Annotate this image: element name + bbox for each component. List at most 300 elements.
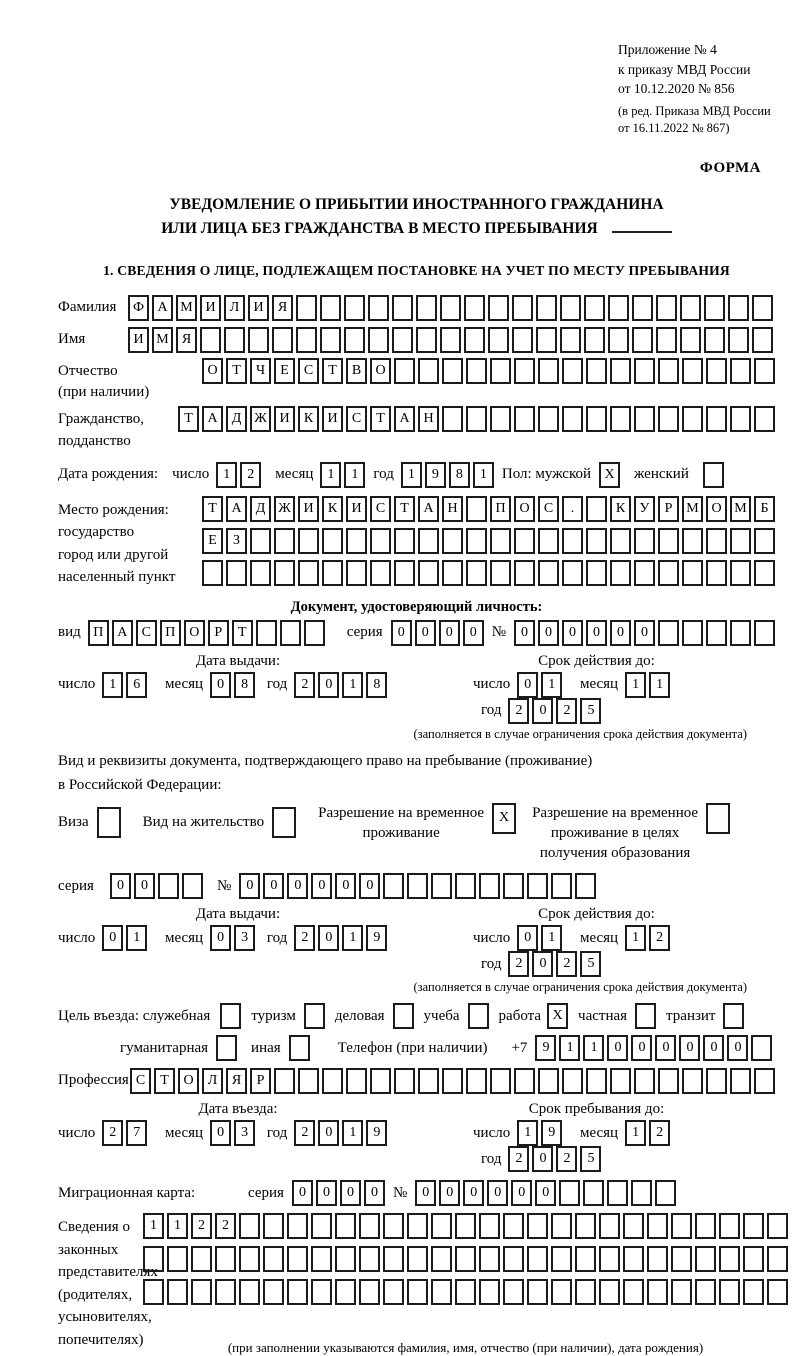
char-cell[interactable]: 0 [318,672,339,698]
char-cell[interactable] [586,560,607,586]
char-cell[interactable] [368,327,389,353]
char-cell[interactable] [743,1246,764,1272]
char-cell[interactable]: 0 [287,873,308,899]
char-cell[interactable] [488,295,509,321]
char-cell[interactable]: И [274,406,295,432]
char-cell[interactable] [706,528,727,554]
char-cell[interactable] [551,1246,572,1272]
char-cell[interactable] [562,560,583,586]
char-cell[interactable]: 1 [342,925,363,951]
char-cell[interactable] [490,560,511,586]
char-cell[interactable] [575,1279,596,1305]
char-cell[interactable] [256,620,277,646]
char-cell[interactable]: 0 [727,1035,748,1061]
char-cell[interactable]: 0 [607,1035,628,1061]
char-cell[interactable]: 9 [535,1035,556,1061]
char-cell[interactable] [704,295,725,321]
char-cell[interactable]: 2 [649,925,670,951]
char-cell[interactable] [274,528,295,554]
char-cell[interactable] [658,1068,679,1094]
char-cell[interactable] [250,528,271,554]
char-cell[interactable]: 9 [425,462,446,488]
char-cell[interactable] [754,528,775,554]
char-cell[interactable]: 0 [439,620,460,646]
char-cell[interactable]: Т [370,406,391,432]
char-cell[interactable]: О [184,620,205,646]
char-cell[interactable] [490,358,511,384]
char-cell[interactable] [647,1246,668,1272]
char-cell[interactable]: 0 [517,925,538,951]
char-cell[interactable]: 0 [538,620,559,646]
char-cell[interactable]: 2 [191,1213,212,1239]
char-cell[interactable]: 0 [532,951,553,977]
char-cell[interactable]: 3 [234,925,255,951]
char-cell[interactable] [280,620,301,646]
char-cell[interactable] [512,295,533,321]
char-cell[interactable] [704,327,725,353]
char-cell[interactable] [658,406,679,432]
char-cell[interactable]: 0 [210,925,231,951]
char-cell[interactable] [383,1213,404,1239]
char-cell[interactable]: И [128,327,149,353]
char-cell[interactable]: Р [250,1068,271,1094]
char-cell[interactable]: Р [208,620,229,646]
char-cell[interactable] [418,1068,439,1094]
char-cell[interactable]: В [346,358,367,384]
char-cell[interactable]: 0 [134,873,155,899]
char-cell[interactable] [466,358,487,384]
char-cell[interactable] [263,1213,284,1239]
char-cell[interactable]: А [112,620,133,646]
char-cell[interactable] [320,327,341,353]
char-cell[interactable] [407,1213,428,1239]
char-cell[interactable]: 0 [210,1120,231,1146]
char-cell[interactable] [143,1279,164,1305]
char-cell[interactable] [394,560,415,586]
char-cell[interactable] [287,1213,308,1239]
char-cell[interactable]: А [394,406,415,432]
char-cell[interactable]: О [178,1068,199,1094]
char-cell[interactable] [719,1213,740,1239]
char-cell[interactable]: 0 [463,1180,484,1206]
char-cell[interactable]: З [226,528,247,554]
char-cell[interactable] [298,560,319,586]
char-cell[interactable] [440,327,461,353]
char-cell[interactable]: 7 [126,1120,147,1146]
char-cell[interactable] [490,528,511,554]
char-cell[interactable]: Т [226,358,247,384]
char-cell[interactable] [202,560,223,586]
char-cell[interactable] [394,1068,415,1094]
char-cell[interactable]: 1 [143,1213,164,1239]
char-cell[interactable] [655,1180,676,1206]
char-cell[interactable] [608,327,629,353]
char-cell[interactable] [250,560,271,586]
char-cell[interactable]: 1 [102,672,123,698]
char-cell[interactable] [298,1068,319,1094]
char-cell[interactable]: Ч [250,358,271,384]
char-cell[interactable]: Ф [128,295,149,321]
char-cell[interactable] [407,873,428,899]
char-cell[interactable] [239,1213,260,1239]
char-cell[interactable] [488,327,509,353]
char-cell[interactable] [599,1279,620,1305]
char-cell[interactable] [182,873,203,899]
char-cell[interactable]: 2 [294,1120,315,1146]
char-cell[interactable]: К [610,496,631,522]
char-cell[interactable] [263,1279,284,1305]
char-cell[interactable] [575,1246,596,1272]
char-cell[interactable]: 8 [234,672,255,698]
char-cell[interactable] [767,1279,788,1305]
char-cell[interactable]: 0 [586,620,607,646]
char-cell[interactable]: А [152,295,173,321]
char-cell[interactable] [560,327,581,353]
char-cell[interactable]: 1 [167,1213,188,1239]
char-cell[interactable]: М [176,295,197,321]
char-cell[interactable]: 5 [580,1146,601,1172]
char-cell[interactable] [647,1213,668,1239]
purpose-work-checkbox[interactable]: X [547,1003,568,1029]
char-cell[interactable] [226,560,247,586]
char-cell[interactable] [584,295,605,321]
char-cell[interactable] [370,1068,391,1094]
char-cell[interactable] [346,528,367,554]
char-cell[interactable] [431,1246,452,1272]
char-cell[interactable]: 0 [703,1035,724,1061]
char-cell[interactable] [610,1068,631,1094]
char-cell[interactable] [514,1068,535,1094]
char-cell[interactable]: 8 [366,672,387,698]
char-cell[interactable]: 0 [634,620,655,646]
char-cell[interactable] [610,560,631,586]
char-cell[interactable] [359,1246,380,1272]
char-cell[interactable] [239,1279,260,1305]
char-cell[interactable] [311,1279,332,1305]
char-cell[interactable] [706,620,727,646]
char-cell[interactable]: 2 [102,1120,123,1146]
char-cell[interactable]: Н [442,496,463,522]
char-cell[interactable] [706,358,727,384]
purpose-official-checkbox[interactable] [220,1003,241,1029]
char-cell[interactable] [752,327,773,353]
char-cell[interactable] [671,1213,692,1239]
char-cell[interactable]: 1 [344,462,365,488]
rvp-checkbox[interactable]: X [492,803,516,834]
char-cell[interactable] [632,327,653,353]
char-cell[interactable] [634,1068,655,1094]
char-cell[interactable]: 1 [342,672,363,698]
char-cell[interactable] [751,1035,772,1061]
char-cell[interactable]: 0 [532,1146,553,1172]
char-cell[interactable] [383,1279,404,1305]
char-cell[interactable] [418,528,439,554]
char-cell[interactable] [442,560,463,586]
char-cell[interactable]: Т [322,358,343,384]
char-cell[interactable]: К [322,496,343,522]
char-cell[interactable]: 1 [625,672,646,698]
char-cell[interactable]: 0 [655,1035,676,1061]
purpose-other-checkbox[interactable] [289,1035,310,1061]
char-cell[interactable] [584,327,605,353]
char-cell[interactable] [466,1068,487,1094]
char-cell[interactable] [416,327,437,353]
char-cell[interactable]: Л [202,1068,223,1094]
char-cell[interactable]: 0 [318,1120,339,1146]
char-cell[interactable]: 8 [449,462,470,488]
char-cell[interactable] [514,358,535,384]
char-cell[interactable] [335,1279,356,1305]
char-cell[interactable] [538,406,559,432]
char-cell[interactable]: 0 [311,873,332,899]
char-cell[interactable]: 1 [342,1120,363,1146]
char-cell[interactable] [527,1213,548,1239]
char-cell[interactable] [682,406,703,432]
char-cell[interactable] [287,1246,308,1272]
char-cell[interactable] [559,1180,580,1206]
sex-male-checkbox[interactable]: X [599,462,620,488]
char-cell[interactable]: 0 [210,672,231,698]
char-cell[interactable]: Я [226,1068,247,1094]
char-cell[interactable] [656,327,677,353]
char-cell[interactable]: 2 [508,698,529,724]
char-cell[interactable] [442,406,463,432]
char-cell[interactable]: 9 [366,1120,387,1146]
char-cell[interactable] [610,528,631,554]
char-cell[interactable]: 1 [625,1120,646,1146]
char-cell[interactable] [658,560,679,586]
char-cell[interactable] [274,560,295,586]
char-cell[interactable] [490,1068,511,1094]
char-cell[interactable] [599,1213,620,1239]
char-cell[interactable] [586,528,607,554]
char-cell[interactable]: С [130,1068,151,1094]
char-cell[interactable] [263,1246,284,1272]
char-cell[interactable]: 1 [541,925,562,951]
char-cell[interactable] [527,1279,548,1305]
char-cell[interactable]: Я [176,327,197,353]
char-cell[interactable] [200,327,221,353]
char-cell[interactable] [647,1279,668,1305]
char-cell[interactable] [274,1068,295,1094]
char-cell[interactable] [368,295,389,321]
char-cell[interactable] [680,295,701,321]
char-cell[interactable] [503,1279,524,1305]
char-cell[interactable]: 1 [559,1035,580,1061]
char-cell[interactable]: Н [418,406,439,432]
char-cell[interactable] [383,873,404,899]
char-cell[interactable] [586,406,607,432]
char-cell[interactable]: Т [202,496,223,522]
char-cell[interactable] [743,1213,764,1239]
char-cell[interactable] [695,1246,716,1272]
char-cell[interactable]: А [202,406,223,432]
char-cell[interactable]: С [346,406,367,432]
residence-permit-checkbox[interactable] [272,807,296,838]
char-cell[interactable] [143,1246,164,1272]
char-cell[interactable]: 9 [366,925,387,951]
char-cell[interactable] [575,1213,596,1239]
char-cell[interactable] [370,528,391,554]
purpose-business-checkbox[interactable] [393,1003,414,1029]
char-cell[interactable] [335,1213,356,1239]
char-cell[interactable] [586,358,607,384]
char-cell[interactable] [754,1068,775,1094]
char-cell[interactable] [431,1213,452,1239]
char-cell[interactable] [442,358,463,384]
char-cell[interactable]: 0 [239,873,260,899]
char-cell[interactable] [754,358,775,384]
char-cell[interactable] [479,1246,500,1272]
char-cell[interactable] [634,358,655,384]
char-cell[interactable] [359,1213,380,1239]
char-cell[interactable]: Б [754,496,775,522]
char-cell[interactable] [346,560,367,586]
char-cell[interactable] [503,1213,524,1239]
char-cell[interactable] [551,1213,572,1239]
char-cell[interactable] [479,1213,500,1239]
char-cell[interactable] [682,358,703,384]
char-cell[interactable] [394,358,415,384]
char-cell[interactable] [695,1213,716,1239]
char-cell[interactable] [632,295,653,321]
char-cell[interactable] [607,1180,628,1206]
char-cell[interactable] [623,1246,644,1272]
char-cell[interactable] [658,358,679,384]
char-cell[interactable] [464,295,485,321]
sex-female-checkbox[interactable] [703,462,724,488]
char-cell[interactable] [634,560,655,586]
char-cell[interactable] [311,1213,332,1239]
char-cell[interactable] [455,1279,476,1305]
char-cell[interactable] [623,1213,644,1239]
char-cell[interactable]: М [730,496,751,522]
char-cell[interactable] [239,1246,260,1272]
char-cell[interactable]: 0 [610,620,631,646]
char-cell[interactable] [248,327,269,353]
char-cell[interactable] [466,560,487,586]
char-cell[interactable]: 5 [580,951,601,977]
purpose-study-checkbox[interactable] [468,1003,489,1029]
char-cell[interactable]: 0 [415,1180,436,1206]
char-cell[interactable]: 0 [631,1035,652,1061]
char-cell[interactable]: А [418,496,439,522]
char-cell[interactable] [311,1246,332,1272]
char-cell[interactable]: 0 [415,620,436,646]
char-cell[interactable] [728,295,749,321]
char-cell[interactable] [440,295,461,321]
char-cell[interactable]: 0 [102,925,123,951]
char-cell[interactable]: 1 [126,925,147,951]
char-cell[interactable]: 2 [215,1213,236,1239]
char-cell[interactable]: С [298,358,319,384]
char-cell[interactable] [418,358,439,384]
char-cell[interactable] [215,1279,236,1305]
char-cell[interactable]: П [490,496,511,522]
char-cell[interactable] [392,295,413,321]
char-cell[interactable]: 0 [316,1180,337,1206]
char-cell[interactable]: 1 [625,925,646,951]
char-cell[interactable] [575,873,596,899]
char-cell[interactable]: 2 [556,698,577,724]
char-cell[interactable] [224,327,245,353]
char-cell[interactable]: К [298,406,319,432]
char-cell[interactable]: 0 [340,1180,361,1206]
char-cell[interactable]: М [682,496,703,522]
char-cell[interactable] [344,327,365,353]
char-cell[interactable] [383,1246,404,1272]
char-cell[interactable] [431,873,452,899]
char-cell[interactable]: И [298,496,319,522]
char-cell[interactable] [560,295,581,321]
char-cell[interactable] [706,1068,727,1094]
char-cell[interactable]: Т [232,620,253,646]
char-cell[interactable] [608,295,629,321]
purpose-private-checkbox[interactable] [635,1003,656,1029]
char-cell[interactable]: О [202,358,223,384]
char-cell[interactable] [416,295,437,321]
char-cell[interactable]: 0 [562,620,583,646]
char-cell[interactable]: 1 [320,462,341,488]
char-cell[interactable] [562,528,583,554]
char-cell[interactable] [167,1246,188,1272]
char-cell[interactable]: Л [224,295,245,321]
char-cell[interactable] [512,327,533,353]
char-cell[interactable]: 1 [541,672,562,698]
char-cell[interactable] [536,327,557,353]
char-cell[interactable] [754,406,775,432]
char-cell[interactable]: 2 [556,951,577,977]
char-cell[interactable]: И [200,295,221,321]
char-cell[interactable]: С [370,496,391,522]
char-cell[interactable] [191,1246,212,1272]
char-cell[interactable] [583,1180,604,1206]
char-cell[interactable] [464,327,485,353]
char-cell[interactable]: 1 [583,1035,604,1061]
char-cell[interactable] [407,1279,428,1305]
char-cell[interactable]: 0 [511,1180,532,1206]
char-cell[interactable] [538,528,559,554]
char-cell[interactable]: 2 [556,1146,577,1172]
char-cell[interactable] [455,1246,476,1272]
char-cell[interactable]: 2 [508,1146,529,1172]
char-cell[interactable]: Ж [274,496,295,522]
char-cell[interactable]: 0 [679,1035,700,1061]
char-cell[interactable] [728,327,749,353]
char-cell[interactable] [320,295,341,321]
char-cell[interactable] [322,528,343,554]
char-cell[interactable]: 0 [514,620,535,646]
char-cell[interactable]: П [88,620,109,646]
char-cell[interactable] [562,1068,583,1094]
char-cell[interactable]: 0 [110,873,131,899]
char-cell[interactable] [743,1279,764,1305]
char-cell[interactable] [656,295,677,321]
char-cell[interactable] [215,1246,236,1272]
char-cell[interactable] [538,358,559,384]
char-cell[interactable] [599,1246,620,1272]
char-cell[interactable] [322,1068,343,1094]
char-cell[interactable]: 0 [335,873,356,899]
char-cell[interactable] [730,406,751,432]
char-cell[interactable] [466,406,487,432]
char-cell[interactable]: 6 [126,672,147,698]
char-cell[interactable] [442,1068,463,1094]
char-cell[interactable]: 2 [508,951,529,977]
char-cell[interactable] [455,873,476,899]
char-cell[interactable]: 9 [541,1120,562,1146]
char-cell[interactable] [514,528,535,554]
